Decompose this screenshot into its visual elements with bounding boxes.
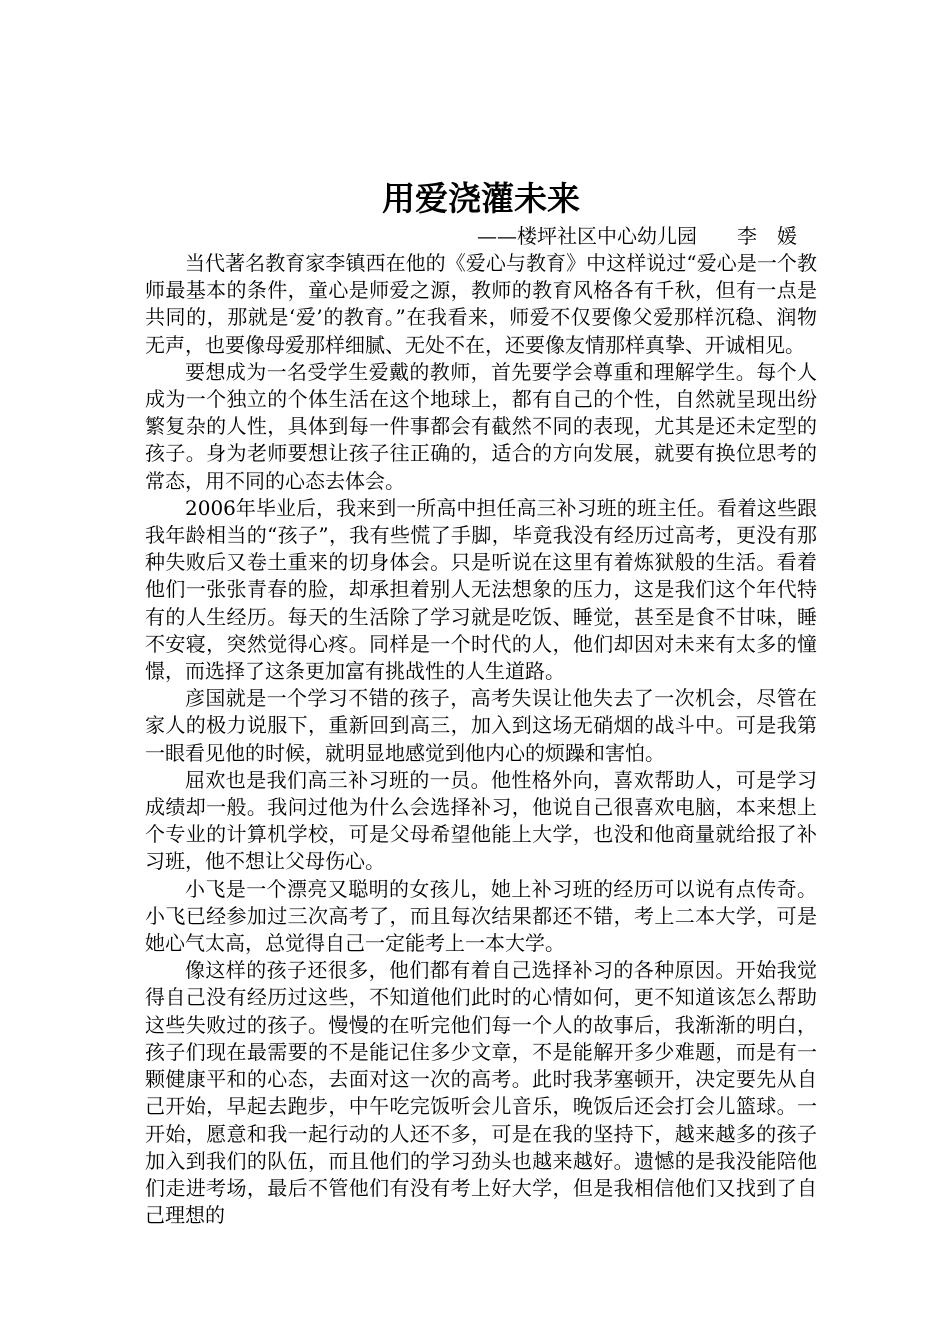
- paragraph: 小飞是一个漂亮又聪明的女孩儿，她上补习班的经历可以说有点传奇。小飞已经参加过三次高考了，而且每次结果都还不错，考上二本大学，可是她心气太高，总觉得自己一定能考上一本大学。: [145, 876, 817, 956]
- paragraph: 屈欢也是我们高三补习班的一员。他性格外向，喜欢帮助人，可是学习成绩却一般。我问过他为什么会选择补习，他说自己很喜欢电脑，本来想上个专业的计算机学校，可是父母希望他能上大学，也没和他商量就给报了补习班，他不想让父母伤心。: [145, 767, 817, 874]
- paragraph: 当代著名教育家李镇西在他的《爱心与教育》中这样说过“爱心是一个教师最基本的条件，童心是师爱之源，教师的教育风格各有千秋，但有一点是共同的，那就是‘爱’的教育。”在我看来，师爱不仅要像父爱那样沉稳、润物无声，也要像母爱那样细腻、无处不在，还要像友情那样真挚、开诚相见。: [145, 251, 817, 357]
- paragraph: 2006年毕业后，我来到一所高中担任高三补习班的班主任。看着这些跟我年龄相当的“孩子”，我有些慌了手脚，毕竟我没有经历过高考，更没有那种失败后又卷土重来的切身体会。只是听说在这里有着炼狱般的生活。看着他们一张张青春的脸，却承担着别人无法想象的压力，这是我们这个年代特有的人生经历。每天的生活除了学习就是吃饭、睡觉，甚至是食不甘味，睡不安寝，突然觉得心疼。同样是一个时代的人，他们却因对未来有太多的憧憬，而选择了这条更加富有挑战性的人生道路。: [145, 495, 817, 684]
- document-body: [145, 250, 817, 1229]
- paragraph: 要想成为一名受学生爱戴的教师，首先要学会尊重和理解学生。每个人成为一个独立的个体生活在这个地球上，都有自己的个性，自然就呈现出纷繁复杂的人性，具体到每一件事都会有截然不同的表现，尤其是还未定型的孩子。身为老师要想让孩子往正确的，适合的方向发展，就要有换位思考的常态，用不同的心态去体会。: [145, 359, 817, 493]
- paragraph: 像这样的孩子还很多，他们都有着自己选择补习的各种原因。开始我觉得自己没有经历过这些，不知道他们此时的心情如何，更不知道该怎么帮助这些失败过的孩子。慢慢的在听完他们每一个人的故事后，我渐渐的明白，孩子们现在最需要的不是能记住多少文章，不是能解开多少难题，而是有一颗健康平和的心态，去面对这一次的高考。此时我茅塞顿开，决定要先从自己开始，早起去跑步，中午吃完饭听会儿音乐，晚饭后还会打会儿篮球。一开始，愿意和我一起行动的人还不多，可是在我的坚持下，越来越多的孩子加入到我们的队伍，而且他们的学习劲头也越来越好。遗憾的是我没能陪他们走进考场，最后不管他们有没有考上好大学，但是我相信他们又找到了自己理想的: [145, 958, 817, 1228]
- document-title: 用爱浇灌未来: [382, 179, 580, 218]
- document-page: [145, 0, 817, 1344]
- paragraph: 彦国就是一个学习不错的孩子，高考失误让他失去了一次机会，尽管在家人的极力说服下，重新回到高三，加入到这场无硝烟的战斗中。可是我第一眼看见他的时候，就明显地感觉到他内心的烦躁和害怕。: [145, 686, 817, 765]
- author-byline: ——楼坪社区中心幼儿园 李 媛: [477, 224, 797, 248]
